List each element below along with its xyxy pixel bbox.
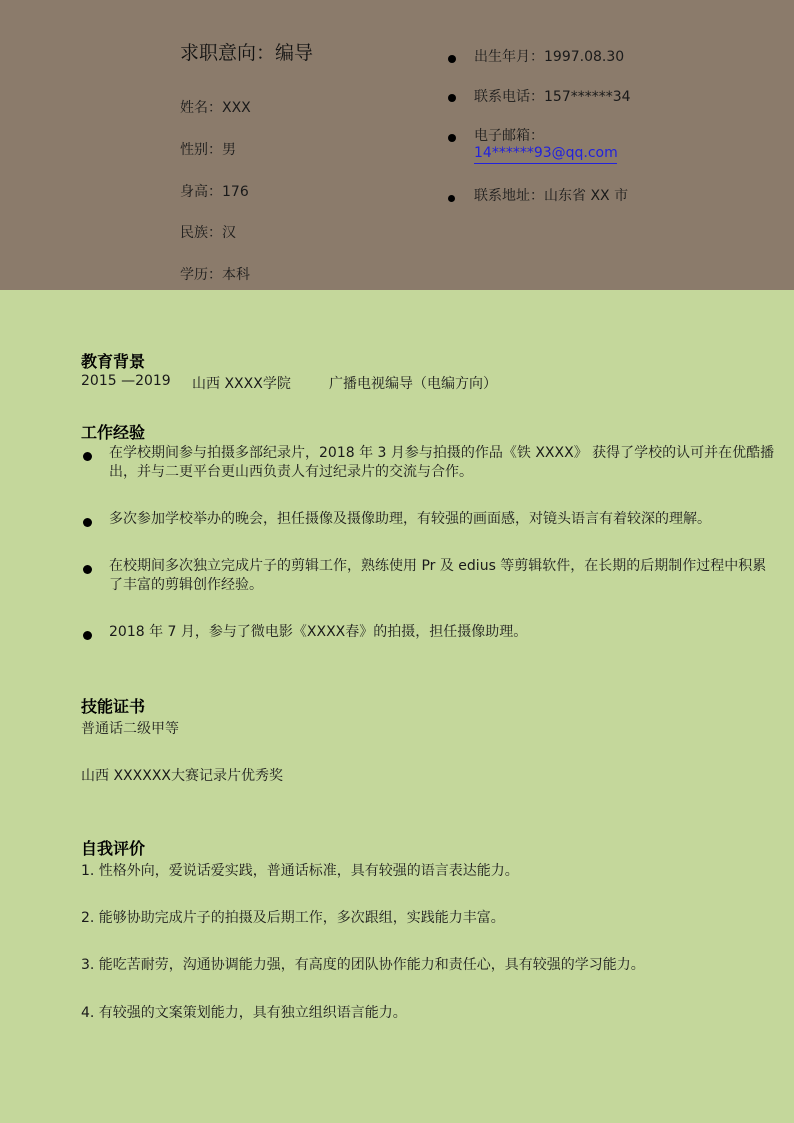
work-section-title: 工作经验 [81,423,146,442]
self-eval-section-title: 自我评价 [81,839,146,858]
self-eval-item: 4. 有较强的文案策划能力，具有独立组织语言能力。 [81,1005,407,1021]
education-section-title: 教育背景 [81,352,146,371]
bullet-icon [83,565,92,574]
ethnicity-field: 民族：汉 [180,225,236,241]
job-intention-title: 求职意向：编导 [180,42,314,64]
self-eval-item: 1. 性格外向，爱说话爱实践，普通话标准，具有较强的语言表达能力。 [81,863,519,879]
phone-number: 联系电话：157******34 [474,89,631,105]
skill-item: 普通话二级甲等 [81,721,179,737]
bullet-icon [448,195,455,202]
work-item: 2018 年 7 月，参与了微电影《XXXX春》的拍摄，担任摄像助理。 [109,624,528,640]
education-period: 2015 —2019 [81,373,171,389]
work-item: 在学校期间参与拍摄多部纪录片，2018 年 3 月参与拍摄的作品《铁 XXXX》 获得了学校的认可并在优酷播出，并与二更平台更山西负责人有过纪录片的交流与合作。 [109,445,775,480]
birth-date: 出生年月：1997.08.30 [474,49,625,65]
name-field: 姓名：XXX [180,100,251,116]
bullet-icon [448,55,456,63]
height-field: 身高：176 [180,184,249,200]
address: 联系地址：山东省 XX 市 [474,188,629,204]
bullet-icon [448,134,456,142]
email-label: 电子邮箱： [474,128,544,144]
work-item: 在校期间多次独立完成片子的剪辑工作，熟练使用 Pr 及 edius 等剪辑软件，在长期的后期制作过程中积累了丰富的剪辑创作经验。 [109,558,767,593]
skill-item: 山西 XXXXXX大赛记录片优秀奖 [81,768,283,784]
email-link[interactable]: 14******93@qq.com [474,145,617,164]
email-block [474,145,617,164]
bullet-icon [448,94,456,102]
header-panel [0,0,794,290]
bullet-icon [83,631,92,640]
skills-section-title: 技能证书 [81,697,146,716]
education-major: 广播电视编导（电编方向） [329,376,497,392]
self-eval-item: 3. 能吃苦耐劳，沟通协调能力强，有高度的团队协作能力和责任心，具有较强的学习能力。 [81,957,645,973]
bullet-icon [83,452,92,461]
gender-field: 性别：男 [180,142,236,158]
education-school: 山西 XXXX学院 [192,376,291,392]
bullet-icon [83,518,92,527]
self-eval-item: 2. 能够协助完成片子的拍摄及后期工作，多次跟组，实践能力丰富。 [81,910,505,926]
work-item: 多次参加学校举办的晚会，担任摄像及摄像助理，有较强的画面感，对镜头语言有着较深的理解。 [109,511,711,527]
education-level-field: 学历：本科 [180,267,250,283]
